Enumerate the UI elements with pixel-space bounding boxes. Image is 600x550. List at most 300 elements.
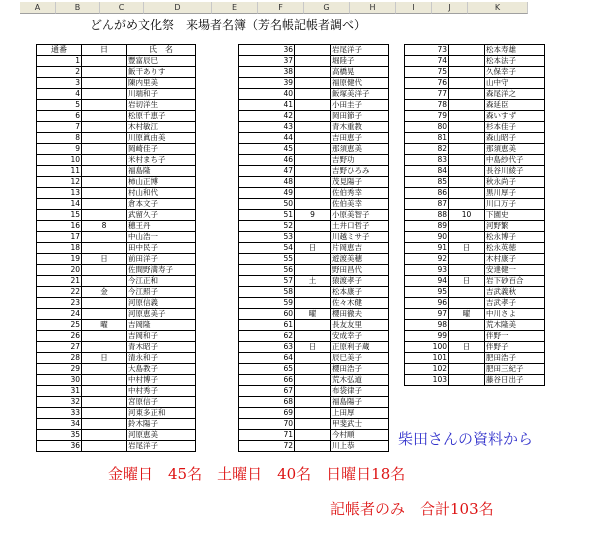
row-number: 54 <box>239 243 295 254</box>
row-number: 72 <box>239 441 295 452</box>
row-number: 84 <box>405 166 449 177</box>
row-number: 3 <box>37 78 82 89</box>
row-number: 61 <box>239 320 295 331</box>
row-name: 福原健代 <box>331 78 389 89</box>
row-number: 27 <box>37 342 82 353</box>
row-name: 川口万子 <box>485 199 545 210</box>
row-day: 日 <box>449 342 485 353</box>
row-name: 陳内里美 <box>127 78 196 89</box>
row-day <box>82 298 127 309</box>
table-row <box>405 177 545 188</box>
row-day: 曜 <box>449 309 485 320</box>
table-row <box>239 111 389 122</box>
table-row <box>405 298 545 309</box>
row-name: 松原千恵子 <box>127 111 196 122</box>
row-number: 2 <box>37 67 82 78</box>
row-day <box>449 56 485 67</box>
row-day <box>295 67 331 78</box>
table-row <box>405 232 545 243</box>
row-name: 松永博子 <box>485 232 545 243</box>
row-name: 中山浩一 <box>127 232 196 243</box>
row-day <box>82 331 127 342</box>
table-row <box>37 188 196 199</box>
row-number: 50 <box>239 199 295 210</box>
row-name: 川越ミサ子 <box>331 232 389 243</box>
row-day <box>82 78 127 89</box>
row-name: 岩下砂百合 <box>485 276 545 287</box>
row-day <box>82 397 127 408</box>
row-name: 河原信義 <box>127 298 196 309</box>
row-day <box>82 144 127 155</box>
table-row <box>239 386 389 397</box>
row-name: 松永英徳 <box>485 243 545 254</box>
row-number: 4 <box>37 89 82 100</box>
table-row <box>405 243 545 254</box>
table-row <box>405 166 545 177</box>
row-number: 51 <box>239 210 295 221</box>
row-number: 79 <box>405 111 449 122</box>
column-header-j[interactable]: J <box>432 2 468 14</box>
row-number: 9 <box>37 144 82 155</box>
row-name: 松本法子 <box>485 56 545 67</box>
table-row <box>239 199 389 210</box>
row-number: 38 <box>239 67 295 78</box>
row-name: 今江正和 <box>127 276 196 287</box>
table-row <box>37 441 196 452</box>
row-name: 那須恵美 <box>331 144 389 155</box>
row-number: 77 <box>405 89 449 100</box>
table-row <box>405 254 545 265</box>
table-row <box>239 78 389 89</box>
registry-table-3 <box>404 44 545 386</box>
row-name: 野田昌代 <box>331 265 389 276</box>
row-name: 松本康子 <box>331 287 389 298</box>
table-row <box>405 89 545 100</box>
row-name: 佐間野満寿子 <box>127 265 196 276</box>
row-number: 102 <box>405 364 449 375</box>
row-number: 85 <box>405 177 449 188</box>
row-day <box>295 177 331 188</box>
row-day <box>449 232 485 243</box>
row-name: 河野繁 <box>485 221 545 232</box>
column-header-c[interactable]: C <box>100 2 144 14</box>
table-row <box>37 78 196 89</box>
row-name: 荒木弘道 <box>331 375 389 386</box>
row-name: 柿山正博 <box>127 177 196 188</box>
row-name: 安達健一 <box>485 265 545 276</box>
row-number: 63 <box>239 342 295 353</box>
row-number: 17 <box>37 232 82 243</box>
row-day: 金 <box>82 287 127 298</box>
row-day <box>82 122 127 133</box>
row-name: 中島紗代子 <box>485 155 545 166</box>
row-number: 16 <box>37 221 82 232</box>
row-number: 52 <box>239 221 295 232</box>
row-name: 小田圭子 <box>331 100 389 111</box>
row-name: 川上恭 <box>331 441 389 452</box>
table-row <box>405 342 545 353</box>
row-day <box>295 331 331 342</box>
row-name: 吉野功 <box>331 155 389 166</box>
row-number: 90 <box>405 232 449 243</box>
table-row <box>239 221 389 232</box>
row-name: 櫻田浩子 <box>331 364 389 375</box>
row-name: 豐富辰巳 <box>127 56 196 67</box>
row-day <box>449 199 485 210</box>
table-row <box>239 353 389 364</box>
header-name: 氏 名 <box>127 45 196 56</box>
table-row <box>405 375 545 386</box>
row-number: 5 <box>37 100 82 111</box>
table-row <box>37 353 196 364</box>
column-header-k[interactable]: K <box>468 2 528 14</box>
row-day <box>295 320 331 331</box>
table-row <box>37 298 196 309</box>
row-day <box>82 276 127 287</box>
table-row <box>239 232 389 243</box>
row-number: 41 <box>239 100 295 111</box>
table-row <box>239 342 389 353</box>
table-row <box>239 166 389 177</box>
row-number: 89 <box>405 221 449 232</box>
table-row <box>405 364 545 375</box>
row-name: 吉武孝子 <box>485 298 545 309</box>
row-day <box>82 199 127 210</box>
row-name: 岩尾洋子 <box>331 45 389 56</box>
row-day <box>449 67 485 78</box>
table-row <box>37 243 196 254</box>
table-row <box>405 210 545 221</box>
row-name: 木村敏江 <box>127 122 196 133</box>
table-row <box>239 254 389 265</box>
column-header-b[interactable]: B <box>56 2 100 14</box>
row-number: 78 <box>405 100 449 111</box>
row-day <box>449 133 485 144</box>
registry-table-2 <box>238 44 389 452</box>
row-number: 45 <box>239 144 295 155</box>
row-day <box>82 342 127 353</box>
row-number: 100 <box>405 342 449 353</box>
table-row <box>239 45 389 56</box>
table-row <box>37 56 196 67</box>
table-row <box>37 221 196 232</box>
table-row <box>37 232 196 243</box>
row-number: 101 <box>405 353 449 364</box>
row-number: 66 <box>239 375 295 386</box>
row-day <box>295 265 331 276</box>
row-day <box>295 386 331 397</box>
row-name: 辰巳美子 <box>331 353 389 364</box>
row-day <box>449 177 485 188</box>
row-name: 清永和子 <box>127 353 196 364</box>
column-header-i[interactable]: I <box>396 2 432 14</box>
row-number: 103 <box>405 375 449 386</box>
row-number: 12 <box>37 177 82 188</box>
row-name: 中村秀子 <box>127 386 196 397</box>
table-row <box>37 265 196 276</box>
row-name: 荒木隆美 <box>485 320 545 331</box>
registry-table-1 <box>36 44 196 452</box>
row-name: 穂王丹 <box>127 221 196 232</box>
row-day <box>82 155 127 166</box>
row-name: 上田厚 <box>331 408 389 419</box>
table-row <box>405 265 545 276</box>
table-row <box>37 419 196 430</box>
row-number: 36 <box>239 45 295 56</box>
table-row <box>239 144 389 155</box>
table-row <box>405 133 545 144</box>
source-note: 柴田さんの資料から <box>398 430 534 448</box>
row-day <box>295 166 331 177</box>
row-name: 佐々木健 <box>331 298 389 309</box>
table-row <box>239 441 389 452</box>
row-number: 95 <box>405 287 449 298</box>
row-name: 松本寿雄 <box>485 45 545 56</box>
column-header-g[interactable]: G <box>304 2 350 14</box>
row-name: 田中民子 <box>127 243 196 254</box>
column-header-h[interactable]: H <box>350 2 396 14</box>
row-day <box>82 441 127 452</box>
row-day <box>295 419 331 430</box>
row-number: 71 <box>239 430 295 441</box>
table-row <box>37 199 196 210</box>
row-number: 47 <box>239 166 295 177</box>
row-name: 吉武義秋 <box>485 287 545 298</box>
row-name: 中村博子 <box>127 375 196 386</box>
table-row <box>37 276 196 287</box>
table-row <box>37 309 196 320</box>
row-number: 39 <box>239 78 295 89</box>
row-name: 吉野ひろみ <box>331 166 389 177</box>
row-number: 18 <box>37 243 82 254</box>
table-row <box>239 89 389 100</box>
row-name: 下園史 <box>485 210 545 221</box>
row-name: 櫻田徹夫 <box>331 309 389 320</box>
row-name: 森いすず <box>485 111 545 122</box>
row-day <box>295 298 331 309</box>
table-row <box>405 221 545 232</box>
table-row <box>405 155 545 166</box>
table-row <box>37 67 196 78</box>
row-number: 93 <box>405 265 449 276</box>
table-row <box>405 78 545 89</box>
row-day <box>82 232 127 243</box>
table-row <box>37 122 196 133</box>
row-name: 小原美智子 <box>331 210 389 221</box>
row-name: 河原恵美 <box>127 430 196 441</box>
row-number: 70 <box>239 419 295 430</box>
row-name: 吉岡隆 <box>127 320 196 331</box>
row-number: 86 <box>405 188 449 199</box>
table-row <box>239 133 389 144</box>
row-day <box>82 89 127 100</box>
row-day <box>82 386 127 397</box>
row-name: 今村順 <box>331 430 389 441</box>
row-number: 29 <box>37 364 82 375</box>
row-number: 34 <box>37 419 82 430</box>
table-row <box>37 408 196 419</box>
row-day <box>295 122 331 133</box>
row-name: 鈴木陽子 <box>127 419 196 430</box>
table-row <box>239 375 389 386</box>
row-number: 59 <box>239 298 295 309</box>
row-number: 44 <box>239 133 295 144</box>
table-row <box>37 89 196 100</box>
row-number: 98 <box>405 320 449 331</box>
table-row <box>37 166 196 177</box>
column-header-d[interactable]: D <box>144 2 212 14</box>
row-day: 曜 <box>295 309 331 320</box>
table-row <box>37 155 196 166</box>
row-name: 森尾洋之 <box>485 89 545 100</box>
table-row <box>239 67 389 78</box>
row-day <box>82 166 127 177</box>
row-day <box>295 111 331 122</box>
table-row <box>239 56 389 67</box>
row-number: 74 <box>405 56 449 67</box>
row-name: 岩尾洋子 <box>127 441 196 452</box>
row-name: 岡崎佳子 <box>127 144 196 155</box>
table-row <box>405 56 545 67</box>
row-number: 36 <box>37 441 82 452</box>
row-name: 正原利子蔵 <box>331 342 389 353</box>
column-header-e[interactable]: E <box>212 2 258 14</box>
row-day: 10 <box>449 210 485 221</box>
row-name: 大島教子 <box>127 364 196 375</box>
row-number: 56 <box>239 265 295 276</box>
row-name: 長友友里 <box>331 320 389 331</box>
table-row <box>239 100 389 111</box>
row-day <box>295 155 331 166</box>
row-number: 82 <box>405 144 449 155</box>
row-number: 76 <box>405 78 449 89</box>
row-number: 96 <box>405 298 449 309</box>
column-header-a[interactable]: A <box>20 2 56 14</box>
row-day <box>82 67 127 78</box>
row-number: 65 <box>239 364 295 375</box>
table-row <box>239 276 389 287</box>
row-name: 青木重教 <box>331 122 389 133</box>
total-note: 記帳者のみ 合計103名 <box>330 500 494 518</box>
row-number: 91 <box>405 243 449 254</box>
row-day <box>82 177 127 188</box>
row-day <box>82 188 127 199</box>
table-row <box>239 122 389 133</box>
row-day <box>295 144 331 155</box>
row-name: 河原恵美子 <box>127 309 196 320</box>
row-day <box>449 111 485 122</box>
table-row <box>405 188 545 199</box>
row-day <box>295 221 331 232</box>
table-row <box>239 265 389 276</box>
row-day <box>295 199 331 210</box>
row-day <box>82 309 127 320</box>
column-header-f[interactable]: F <box>258 2 304 14</box>
row-number: 81 <box>405 133 449 144</box>
table-row <box>239 188 389 199</box>
row-number: 8 <box>37 133 82 144</box>
row-number: 20 <box>37 265 82 276</box>
row-name: 佐伯美幸 <box>331 199 389 210</box>
row-number: 37 <box>239 56 295 67</box>
row-name: 村山和代 <box>127 188 196 199</box>
table-row <box>405 45 545 56</box>
table-row <box>405 353 545 364</box>
table-row <box>239 177 389 188</box>
row-name: 猿渡孝子 <box>331 276 389 287</box>
row-name: 福島陽子 <box>331 397 389 408</box>
row-name: 福島隆 <box>127 166 196 177</box>
row-name: 前田洋子 <box>127 254 196 265</box>
row-day: 日 <box>82 254 127 265</box>
row-day <box>449 188 485 199</box>
row-number: 92 <box>405 254 449 265</box>
row-name: 中川さよ <box>485 309 545 320</box>
row-day <box>449 364 485 375</box>
header-number: 通番 <box>37 45 82 56</box>
table-row <box>37 320 196 331</box>
row-number: 33 <box>37 408 82 419</box>
row-day <box>449 221 485 232</box>
row-day <box>449 155 485 166</box>
row-name: 宮原信子 <box>127 397 196 408</box>
row-day <box>295 375 331 386</box>
row-day <box>82 133 127 144</box>
row-name: 布袋律子 <box>331 386 389 397</box>
row-number: 10 <box>37 155 82 166</box>
row-day <box>82 364 127 375</box>
row-name: 堀陸子 <box>331 56 389 67</box>
table-row <box>37 342 196 353</box>
row-number: 88 <box>405 210 449 221</box>
table-row <box>37 111 196 122</box>
table-row <box>239 430 389 441</box>
table-row <box>239 309 389 320</box>
table-row <box>239 397 389 408</box>
row-day: 日 <box>449 243 485 254</box>
row-number: 48 <box>239 177 295 188</box>
row-number: 23 <box>37 298 82 309</box>
row-number: 28 <box>37 353 82 364</box>
row-day <box>82 100 127 111</box>
table-row <box>405 122 545 133</box>
row-day <box>295 78 331 89</box>
row-number: 25 <box>37 320 82 331</box>
row-number: 69 <box>239 408 295 419</box>
row-day: 土 <box>295 276 331 287</box>
row-day <box>295 408 331 419</box>
table-row <box>37 375 196 386</box>
row-number: 19 <box>37 254 82 265</box>
table-row <box>405 199 545 210</box>
table-row <box>37 254 196 265</box>
row-day <box>295 254 331 265</box>
row-number: 62 <box>239 331 295 342</box>
row-name: 飯干ありす <box>127 67 196 78</box>
row-day <box>82 111 127 122</box>
row-day <box>449 78 485 89</box>
row-number: 55 <box>239 254 295 265</box>
table-row <box>239 287 389 298</box>
row-number: 57 <box>239 276 295 287</box>
row-day <box>295 133 331 144</box>
table-row <box>239 408 389 419</box>
row-day <box>449 100 485 111</box>
row-number: 14 <box>37 199 82 210</box>
row-name: 肥田三紀子 <box>485 364 545 375</box>
row-number: 58 <box>239 287 295 298</box>
row-name: 河東多正和 <box>127 408 196 419</box>
